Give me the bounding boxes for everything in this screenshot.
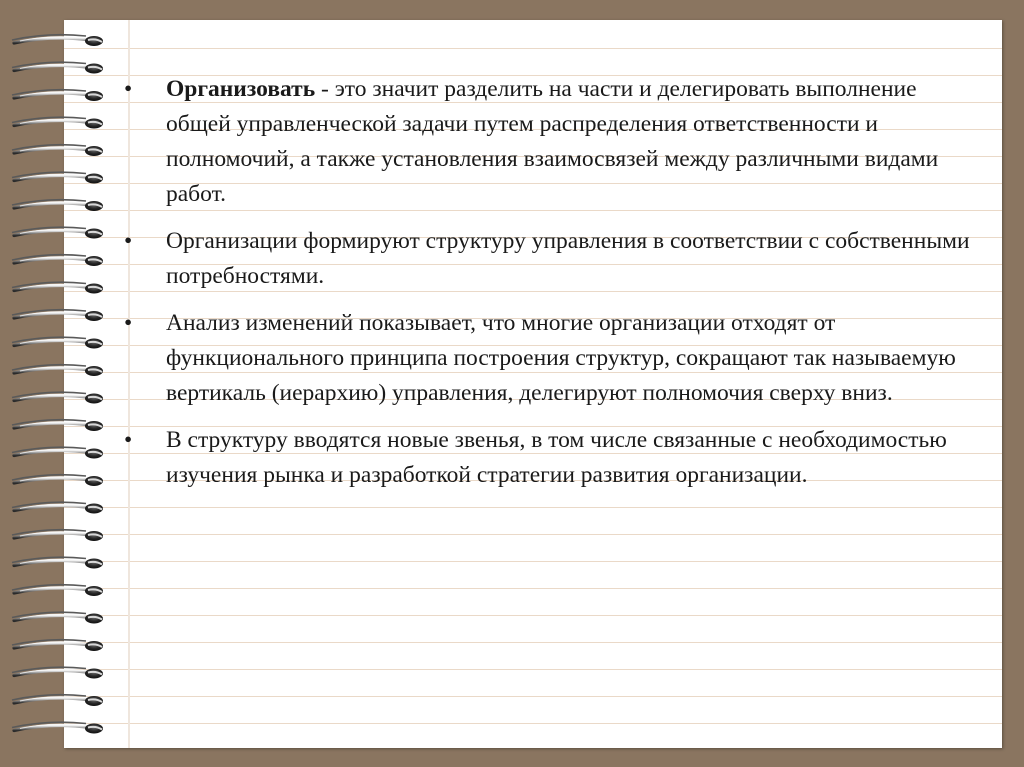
bullet-item-4 (120, 423, 980, 493)
spiral-ring (12, 557, 103, 568)
spiral-ring (12, 172, 103, 183)
spiral-ring (12, 612, 103, 623)
slide-content (120, 72, 980, 505)
spiral-ring (12, 585, 103, 596)
bullet-item-3 (120, 306, 980, 411)
spiral-ring (12, 337, 103, 348)
spiral-ring (12, 282, 103, 293)
bullet-list (120, 72, 980, 493)
spiral-ring (12, 530, 103, 541)
bullet-text: Организации формируют структуру управления в соответствии с собственными потребностями. (166, 228, 970, 289)
spiral-ring (12, 310, 103, 321)
spiral-ring (12, 502, 103, 513)
spiral-ring (12, 475, 103, 486)
spiral-ring (12, 365, 103, 376)
spiral-ring (12, 722, 103, 733)
bullet-marker: • (124, 427, 133, 453)
spiral-ring (12, 35, 103, 46)
bullet-text: В структуру вводятся новые звенья, в том числе связанные с необходимостью изучения рынка и разработкой стратегии развития организации. (166, 427, 947, 488)
spiral-ring (12, 227, 103, 238)
spiral-ring (12, 62, 103, 73)
spiral-ring (12, 117, 103, 128)
spiral-ring (12, 392, 103, 403)
spiral-ring (12, 640, 103, 651)
spiral-ring (12, 667, 103, 678)
bullet-text: - это значит разделить на части и делегировать выполнение общей управленческой задачи путем распределения ответственности и полномочий, а также установления взаимосвязей между различными видами работ. (166, 76, 939, 207)
spiral-ring (12, 145, 103, 156)
bullet-item-2 (120, 224, 980, 294)
bullet-marker: • (124, 76, 133, 102)
spiral-ring (12, 420, 103, 431)
spiral-ring (12, 447, 103, 458)
bullet-text: Анализ изменений показывает, что многие организации отходят от функционального принципа построения структур, сокращают так называемую вертикаль (иерархию) управления, делегируют полномочия сверху вниз. (166, 310, 956, 406)
bullet-item-1 (120, 72, 980, 212)
spiral-ring (12, 200, 103, 211)
bullet-bold-term: Организовать (166, 76, 316, 102)
spiral-ring (12, 695, 103, 706)
spiral-binding (8, 26, 112, 746)
spiral-ring (12, 90, 103, 101)
bullet-marker: • (124, 310, 133, 336)
bullet-marker: • (124, 228, 133, 254)
spiral-ring (12, 255, 103, 266)
